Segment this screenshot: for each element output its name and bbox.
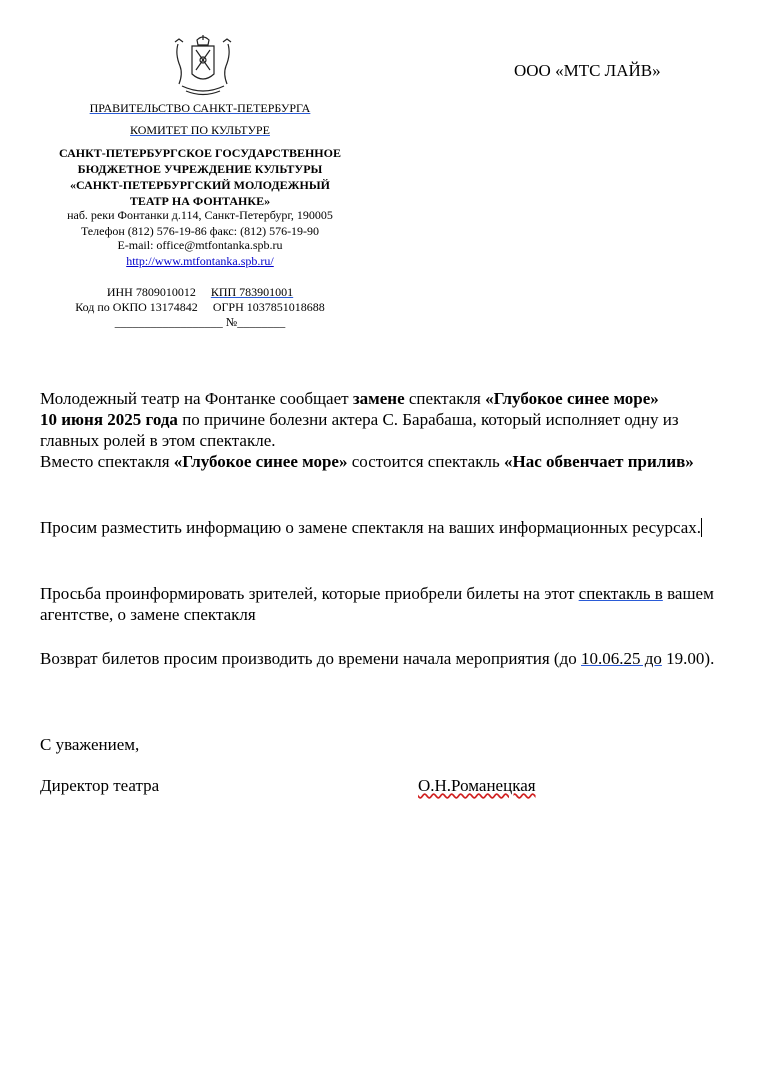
header-email: E-mail: office@mtfontanka.spb.ru	[117, 238, 283, 252]
inn-text: ИНН 7809010012	[106, 285, 196, 299]
signature-name: О.Н.Романецкая	[418, 776, 536, 795]
kpp-text: КПП 783901001	[210, 285, 294, 299]
website-link[interactable]: http://www.mtfontanka.spb.ru/	[126, 254, 274, 268]
header-address: наб. реки Фонтанки д.114, Санкт-Петербург, 190005	[67, 208, 333, 222]
header-okpo-ogrn	[30, 299, 370, 315]
header-reg-number: __________________ №________	[114, 315, 286, 329]
paragraph-replacement: Молодежный театр на Фонтанке сообщает замене спектакля «Глубокое синее море» 10 июня 2025 года по причине болезни актера С. Барабаша, который исполняет одну из главных ролей в этом спектакле. Вместо спектакля «Глубокое синее море» состоится спектакль «Нас обвенчает прилив»	[40, 389, 694, 471]
okpo-text: Код по ОКПО 13174842	[75, 300, 198, 314]
header-phone: Телефон (812) 576-19-86 факс: (812) 576-19-90	[80, 224, 320, 238]
ogrn-text: ОГРН 1037851018688	[212, 300, 325, 314]
paragraph-inform-viewers: Просьба проинформировать зрителей, которые приобрели билеты на этот спектакль в вашем агентстве, о замене спектакля	[40, 584, 714, 624]
signature-title: Директор театра	[40, 776, 160, 795]
st-petersburg-crest-icon	[170, 34, 236, 100]
header-government: ПРАВИТЕЛЬСТВО САНКТ-ПЕТЕРБУРГА	[89, 101, 311, 115]
header-website	[30, 253, 370, 269]
paragraph-refund: Возврат билетов просим производить до времени начала мероприятия (до 10.06.25 до 19.00).	[40, 649, 715, 668]
text-cursor	[701, 518, 702, 537]
header-inn-kpp	[30, 284, 370, 300]
closing-greeting: С уважением,	[40, 735, 140, 754]
recipient: ООО «МТС ЛАЙВ»	[514, 61, 661, 80]
paragraph-publish-request: Просим разместить информацию о замене спектакля на ваших информационных ресурсах.	[40, 518, 702, 537]
header-committee: КОМИТЕТ ПО КУЛЬТУРЕ	[130, 123, 270, 137]
header-organization: САНКТ-ПЕТЕРБУРГСКОЕ ГОСУДАРСТВЕННОЕ БЮДЖЕТНОЕ УЧРЕЖДЕНИЕ КУЛЬТУРЫ «САНКТ-ПЕТЕРБУРГСКИЙ МОЛОДЕЖНЫЙ ТЕАТР НА ФОНТАНКЕ»	[59, 146, 341, 208]
